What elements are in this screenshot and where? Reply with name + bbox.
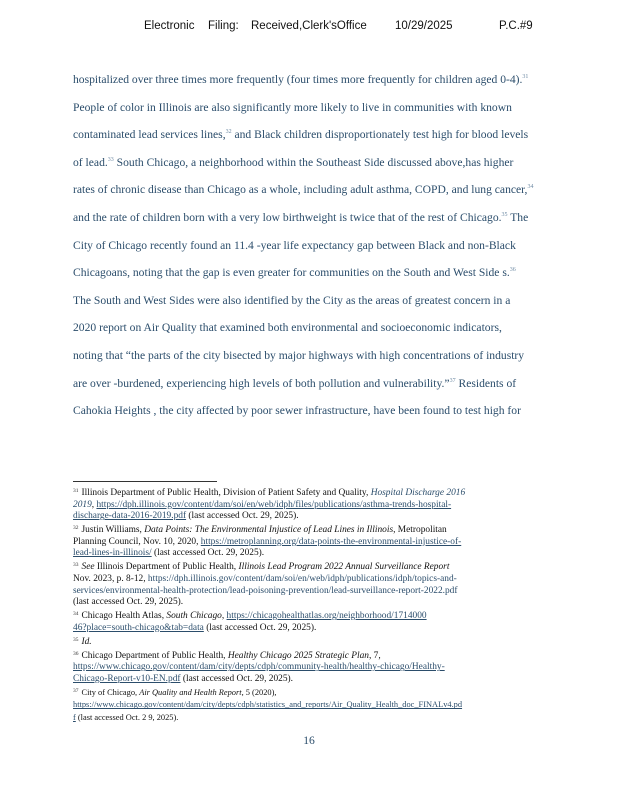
footnote-line <box>73 523 551 537</box>
footnote-ref: 35 <box>501 211 508 218</box>
footnote-text: Id. <box>81 636 92 647</box>
footnote-line <box>73 560 551 574</box>
footnote-text: 2019 <box>73 499 92 510</box>
footnote-text: Planning Council, Nov. 10, 2020, <box>73 536 201 547</box>
footnote-divider <box>73 481 217 482</box>
footnote-number: 31 <box>73 488 79 494</box>
footnote-text: Illinois Lead Program 2022 Annual Surveillance Report <box>238 562 450 573</box>
footnotes <box>73 486 551 725</box>
footnote-link[interactable]: https://www.chicago.gov/content/dam/city/depts/cdph/community-health/healthy-chicago/Healthy- <box>73 662 445 673</box>
footnote-line <box>73 699 551 712</box>
footnote-number: 36 <box>73 650 79 657</box>
body-line <box>73 370 551 398</box>
body-text-run: Residents of <box>455 376 517 390</box>
footnote-text: Data Points: The Environmental Injustice of Lead Lines in Illinois <box>144 525 394 536</box>
footnote-link[interactable]: 46?place=south-chicago&tab=data <box>73 622 204 633</box>
footnote-text: Chicago Department of Public Health, <box>81 650 228 661</box>
footnote-number: 37 <box>73 687 79 694</box>
footnote <box>73 523 551 560</box>
footnote-line <box>73 548 551 560</box>
body-text-run: City of Chicago recently found an 11.4 -year life expectancy gap between Black and non-Black <box>73 238 516 252</box>
footnote-ref: 31 <box>522 74 529 80</box>
footnote-line <box>73 609 551 623</box>
body-line <box>73 66 551 94</box>
footnote-text: City of Chicago, <box>81 687 140 697</box>
body-line <box>73 314 551 342</box>
footnote-link[interactable]: lead-lines-in-illinois/ <box>73 548 152 559</box>
footnote-text: Justin Williams, <box>81 525 145 536</box>
footnote-ref: 34 <box>527 184 534 191</box>
body-text <box>73 66 551 425</box>
body-text-run: hospitalized over three times more frequently (four times more frequently for children aged 0-4). <box>73 73 523 86</box>
footnote-text: South Chicago <box>166 611 222 622</box>
body-text-run: 2020 report on Air Quality that examined both environmental and socioeconomic indicators, <box>73 321 502 335</box>
body-line <box>73 232 551 260</box>
footnote-text: , 7, <box>368 650 381 661</box>
footnote-text: (last accessed Oct. 2 9, 2025). <box>75 713 179 723</box>
footnote-text: , <box>221 611 227 622</box>
body-text-run: The <box>507 210 529 224</box>
body-text-run: are over -burdened, experiencing high levels of both pollution and vulnerability.” <box>73 376 450 390</box>
footnote-link[interactable]: Chicago-Report-v10-EN.pdf <box>73 673 181 684</box>
footnote-text: Illinois Department of Public Health, Division of Patient Safety and Quality, <box>81 488 371 498</box>
footnote-text: , Metropolitan <box>393 525 447 536</box>
footnote-line <box>73 674 551 686</box>
body-text-run: People of color in Illinois are also significantly more likely to live in communities with known <box>73 100 512 114</box>
footnote-line <box>73 623 551 635</box>
body-line <box>73 94 551 122</box>
footnote-link[interactable]: https://metroplanning.org/data-points-the-environmental-injustice-of- <box>200 536 462 547</box>
header-received: Received,Clerk'sOffice <box>251 20 367 32</box>
body-text-run: and the rate of children born with a very low birthweight is twice that of the rest of Chicago. <box>73 210 502 224</box>
footnote <box>73 560 551 608</box>
footnote-text: (last accessed Oct. 29, 2025). <box>186 511 299 522</box>
footnote <box>73 486 551 523</box>
footnote <box>73 609 551 634</box>
footnote-ref: 32 <box>225 129 232 136</box>
footnote-text: https://dph.illinois.gov/content/dam/soi/en/web/idph/publications/idph/topics-and- <box>147 573 457 584</box>
footnote-link[interactable]: discharge-data-2016-2019.pdf <box>73 511 187 522</box>
footnote-line <box>73 712 551 725</box>
footnote-number: 32 <box>73 525 79 532</box>
footnote-line <box>73 511 551 523</box>
footnote-text: Air Quality and Health Report <box>139 687 242 697</box>
footnote-number: 35 <box>73 636 79 643</box>
footnote-link[interactable]: https://dph.illinois.gov/content/dam/soi/en/web/idph/files/publications/asthma-trends-hospital- <box>96 499 452 510</box>
footnote-text: , 5 (2020), <box>241 687 277 697</box>
footnote-text: Healthy Chicago 2025 Strategic Plan <box>227 650 369 661</box>
header-date: 10/29/2025 <box>395 20 453 32</box>
body-text-run: Cahokia Heights , the city affected by poor sewer infrastructure, have been found to test high for <box>73 404 521 418</box>
body-text-run: noting that “the parts of the city bisected by major highways with high concentrations of industry <box>73 348 525 362</box>
footnote-number: 34 <box>73 611 79 618</box>
footnote-text: Nov. 2023, p. 8-12, <box>73 573 148 584</box>
footnote-text: (last accessed Oct. 29, 2025). <box>180 673 293 684</box>
footnote-ref: 33 <box>107 156 114 163</box>
footnote-link[interactable]: f <box>73 713 76 723</box>
body-line <box>73 342 551 370</box>
footnote-text: See <box>81 562 95 573</box>
footnote-link[interactable]: https://www.chicago.gov/content/dam/city/depts/cdph/statistics_and_reports/Air_Quality_Health_doc_FINALv4.pd <box>73 700 463 710</box>
footnote-line <box>73 537 551 549</box>
footnote-text: Hospital Discharge 2016 <box>370 488 466 498</box>
body-text-run: Chicagoans, noting that the gap is even greater for communities on the South and West Side s. <box>73 266 510 280</box>
footnote <box>73 686 551 725</box>
footnote-line <box>73 662 551 674</box>
footnote-text: (last accessed Oct. 29, 2025). <box>73 597 184 608</box>
body-line <box>73 204 551 232</box>
footnote-ref: 36 <box>509 267 516 274</box>
footnote-text: (last accessed Oct. 29, 2025). <box>151 548 265 559</box>
body-text-run: of lead. <box>73 155 108 169</box>
footnote-ref: 37 <box>449 377 456 384</box>
body-text-run: has higher <box>465 155 514 169</box>
footnote-line <box>73 486 551 500</box>
footnote-line <box>73 635 551 649</box>
footnote-line <box>73 597 551 609</box>
footnote-link[interactable]: https://chicagohealthatlas.org/neighborhood/1714000 <box>226 611 427 622</box>
body-line <box>73 397 551 425</box>
header-pc-number: P.C.#9 <box>499 20 533 32</box>
header-electronic: Electronic <box>144 20 195 32</box>
footnote-text: , <box>91 499 97 510</box>
header-filing: Filing: <box>208 20 239 32</box>
footnote-text: Illinois Department of Public Health, <box>94 562 239 573</box>
footnote <box>73 649 551 686</box>
footnote-text: (last accessed Oct. 29, 2025). <box>203 622 317 633</box>
footnote-line <box>73 649 551 663</box>
footnote-line <box>73 574 551 586</box>
body-text-run: rates of chronic disease than Chicago as a whole, including adult asthma, COPD, and lung cancer, <box>73 183 528 197</box>
body-text-run: contaminated lead services lines, <box>73 128 226 142</box>
body-text-run: and Black children disproportionately test high for blood levels <box>231 128 529 142</box>
filing-header <box>0 20 618 36</box>
body-line <box>73 259 551 287</box>
body-line <box>73 287 551 315</box>
body-text-run: South Chicago, a neighborhood within the Southeast Side discussed above, <box>113 155 466 169</box>
footnote <box>73 635 551 649</box>
footnote-line <box>73 500 551 512</box>
body-line <box>73 121 551 149</box>
body-line <box>73 176 551 204</box>
page-number: 16 <box>303 734 315 747</box>
footnote-text: services/environmental-health-protection/lead-poisoning-prevention/lead-surveillance-report-2022.pdf <box>73 585 458 596</box>
body-text-run: The South and West Sides were also identified by the City as the areas of greatest concern in a <box>73 293 511 307</box>
body-line <box>73 149 551 177</box>
footnote-text: Chicago Health Atlas, <box>81 611 167 622</box>
footnote-line <box>73 586 551 598</box>
footnote-number: 33 <box>73 562 79 569</box>
footnote-line <box>73 686 551 700</box>
